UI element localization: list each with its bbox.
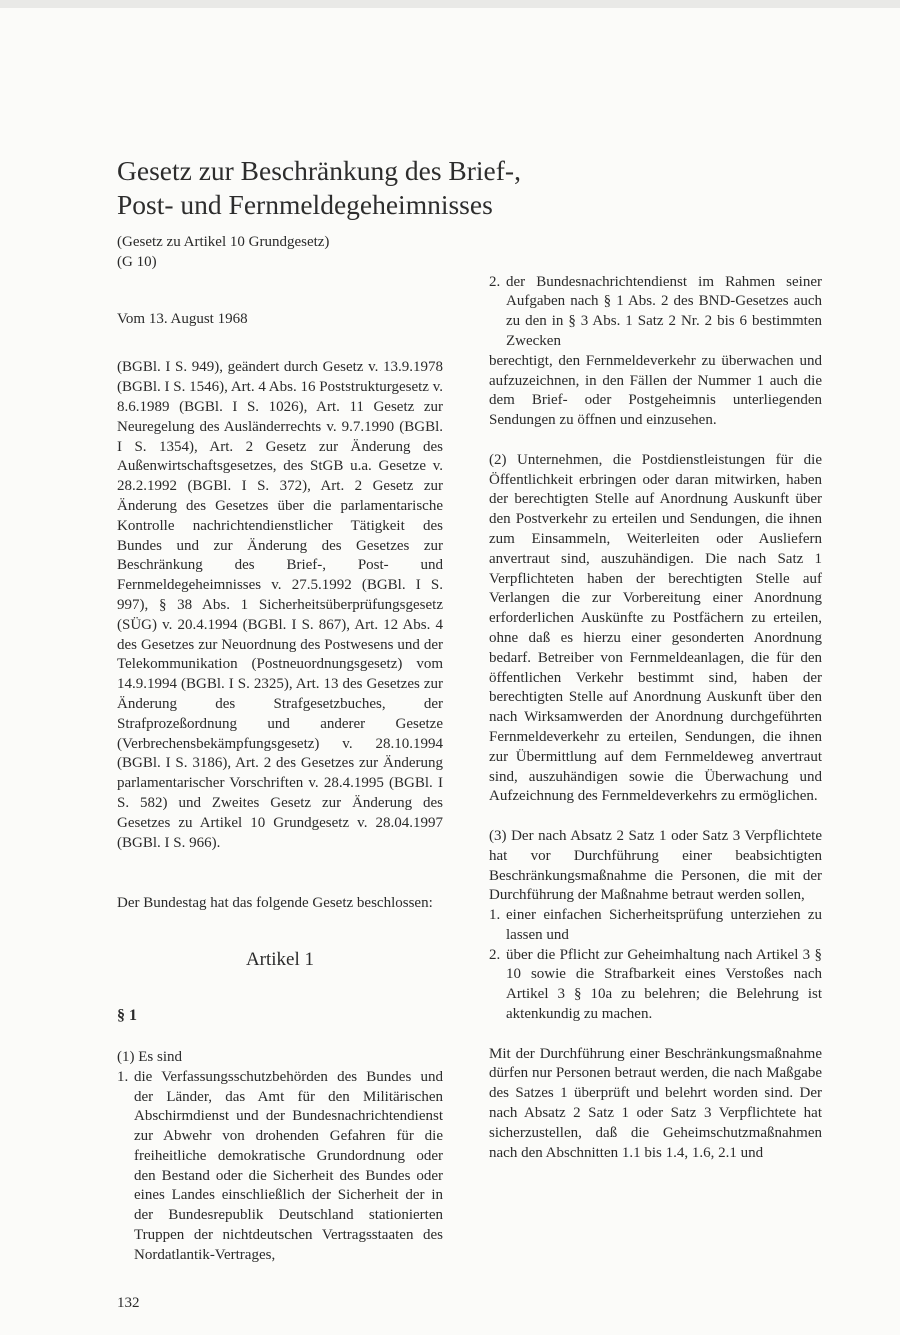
abs1-item-1 (117, 1068, 443, 1266)
abs1-list-continued (489, 273, 822, 352)
subtitle-line-2: (G 10) (117, 253, 157, 270)
abs1-item-1-text: die Verfassungsschutzbehörden des Bundes und der Länder, das Amt für den Militärischen Abschirmdienst und der Bundesnachrichtendienst zur Abwehr von drohenden Gefahren für die freiheitliche demokratische Grundordnung oder den Bestand oder die Sicherheit des Bundes oder eines Landes einschließlich der Sicherheit der in der Bundesrepublik Deutschland stationierten Truppen der nichtdeutschen Vertragsstaaten des Nordatlantik-Vertrages, (134, 1068, 443, 1263)
title-line-1: Gesetz zur Beschränkung des Brief-, (117, 155, 521, 187)
artikel-heading: Artikel 1 (245, 949, 315, 971)
abs3-item-1 (489, 906, 822, 946)
page-number: 132 (117, 1295, 140, 1311)
right-column (489, 233, 822, 1163)
title-line-2: Post- und Fernmeldegeheimnisses (117, 189, 493, 221)
left-column (117, 233, 443, 1266)
abs1-conclusion: berechtigt, den Fernmeldeverkehr zu überwachen und aufzuzeichnen, in den Fällen der Nummer 1 auch die dem Brief- oder Postgeheimnis unterliegenden Sendungen zu öffnen und einzusehen. (489, 352, 822, 429)
abs1-item-1-number: 1. (117, 1068, 129, 1085)
scan-edge-bar (0, 0, 900, 8)
abs3-list (489, 906, 822, 1025)
abs1-intro: (1) Es sind (117, 1048, 182, 1065)
page-title (117, 154, 717, 222)
abs3-item-2-number: 2. (489, 946, 501, 963)
amendment-history: (BGBl. I S. 949), geändert durch Gesetz v. 13.9.1978 (BGBl. I S. 1546), Art. 4 Abs. 16 Poststrukturgesetz v. 8.6.1989 (BGBl. I S. 1026), Art. 11 Gesetz zur Neuregelung des Ausländerrechts v. 9.7.1990 (BGBl. I S. 1354), Art. 2 Gesetz zur Änderung des Außenwirtschaftsgesetzes, des StGB u.a. Gesetze v. 28.2.1992 (BGBl. I S. 372), Art. 2 Gesetz zur Änderung des Gesetzes über die parlamentarische Kontrolle nachrichtendienstlicher Tätigkeit des Bundes und zur Änderung des Gesetzes zur Beschränkung des Brief-, Post- und Fernmeldegeheimnisses v. 27.5.1992 (BGBl. I S. 997), § 38 Abs. 1 Sicherheitsüberprüfungsgesetz (SÜG) v. 20.4.1994 (BGBl. I S. 867), Art. 12 Abs. 4 des Gesetzes zur Neuordnung des Postwesens und der Telekommunikation (Postneuordnungsgesetz) vom 14.9.1994 (BGBl. I S. 2325), Art. 13 des Gesetzes zur Änderung des Strafgesetzbuches, der Strafprozeßordnung und anderer Gesetze (Verbrechensbekämpfungsgesetz) v. 28.10.1994 (BGBl. I S. 3186), Art. 2 des Gesetzes zur Änderung parlamentarischer Vorschriften v. 28.4.1995 (BGBl. I S. 582) und Zweites Gesetz zur Änderung des Gesetzes zu Artikel 10 Grundgesetz v. 28.04.1997 (BGBl. I S. 966). (117, 359, 443, 851)
abs1-item-2-text: der Bundesnachrichtendienst im Rahmen seiner Aufgaben nach § 1 Abs. 2 des BND-Gesetzes auch zu den in § 3 Abs. 1 Satz 2 Nr. 2 bis 6 bestimmten Zwecken (506, 273, 822, 349)
abs3-item-1-number: 1. (489, 907, 501, 924)
abs1-list (117, 1068, 443, 1266)
abs3-item-2 (489, 946, 822, 1025)
preamble: Der Bundestag hat das folgende Gesetz beschlossen: (117, 895, 433, 912)
abs1-item-2-number: 2. (489, 273, 501, 290)
abs3-final-paragraph: Mit der Durchführung einer Beschränkungsmaßnahme dürfen nur Personen betraut werden, die nach Maßgabe des Satzes 1 überprüft und belehrt worden sind. Der nach Absatz 2 Satz 1 oder Satz 3 Verpflichtete hat sicherzustellen, daß die Geheimschutzmaßnahmen nach den Abschnitten 1.1 bis 1.4, 1.6, 2.1 und (489, 1045, 822, 1161)
subtitle-block (117, 233, 443, 273)
abs2-paragraph: (2) Unternehmen, die Postdienstleistungen für die Öffentlichkeit erbringen oder daran mitwirken, haben der berechtigten Stelle auf Anordnung Auskunft über den Postverkehr zu erteilen und Sendungen, die ihnen zum Einsammeln, Weiterleiten oder Ausliefern anvertraut sind, auszuhändigen. Die nach Satz 1 Verpflichteten haben der berechtigten Stelle auf Verlangen die zur Vorbereitung einer Anordnung erforderlichen Auskünfte zu Postfächern zu erteilen, ohne daß es hierzu einer gesonderten Anordnung bedarf. Betreiber von Fernmeldeanlagen, die für den öffentlichen Verkehr bestimmt sind, haben der berechtigten Stelle auf Anordnung Auskunft über den nach Wirksamwerden der Anordnung durchgeführten Fernmeldeverkehr zu erteilen, Sendungen, die ihnen zur Übermittlung auf dem Fernmeldeweg anvertraut sind, auszuhändigen sowie die Überwachung und Aufzeichnung des Fernmeldeverkehrs zu ermöglichen. (489, 451, 822, 805)
abs3-intro: (3) Der nach Absatz 2 Satz 1 oder Satz 3 Verpflichtete hat vor Durchführung einer beabsichtigten Beschränkungsmaßnahme die Personen, die mit der Durchführung der Maßnahme betraut werden sollen, (489, 827, 822, 904)
subtitle-line-1: (Gesetz zu Artikel 10 Grundgesetz) (117, 234, 330, 250)
abs3-item-1-text: einer einfachen Sicherheitsprüfung unterziehen zu lassen und (506, 907, 822, 943)
abs3-item-2-text: über die Pflicht zur Geheimhaltung nach Artikel 3 § 10 sowie die Strafbarkeit eines Verstoßes nach Artikel 3 § 10a zu belehren; die Belehrung ist aktenkundig zu machen. (506, 946, 822, 1023)
section-mark: § 1 (117, 1007, 137, 1025)
abs1-item-2 (489, 273, 822, 352)
law-date: Vom 13. August 1968 (117, 310, 248, 327)
